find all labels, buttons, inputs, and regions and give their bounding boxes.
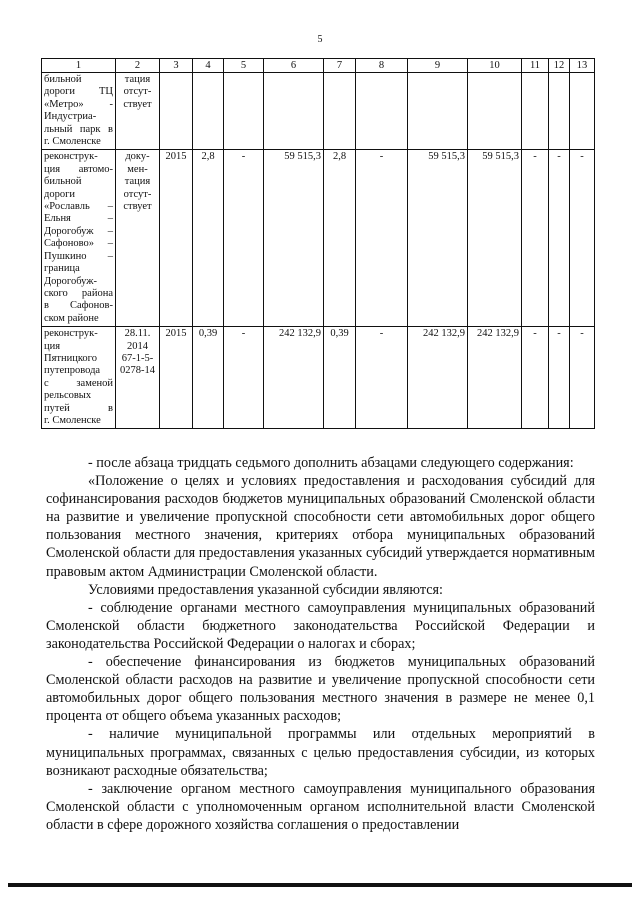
header-cell: 2 [116, 59, 160, 73]
table-cell: - [549, 150, 570, 327]
object-description-cell [42, 327, 116, 429]
desc-line: дороги [44, 188, 76, 200]
doc-line: отсут- [123, 86, 152, 98]
table-cell: - [522, 150, 549, 327]
header-cell: 3 [160, 59, 193, 73]
desc-line: в Сафонов- [44, 300, 113, 312]
body-text [46, 454, 595, 834]
table-cell [570, 73, 595, 150]
doc-line: тация [124, 74, 151, 85]
paragraph: - обеспечение финансирования из бюджетов муниципальных образований Смоленской области расходов на развитие и увеличение пропускной способности сети автомобильных дорог общего пользования местного значения в размере не менее 0,1 процента от общего объема указанных расходов; [46, 654, 595, 725]
length-cell: 2,8 [193, 150, 224, 327]
desc-line: ском районе [44, 312, 99, 324]
table-cell [224, 73, 264, 150]
header-cell: 7 [324, 59, 356, 73]
desc-line: Ельня – [44, 213, 113, 225]
doc-line: доку- [125, 151, 150, 163]
table-cell [324, 73, 356, 150]
desc-line: бильной [44, 74, 82, 85]
desc-line: «Метро» - [44, 98, 113, 110]
doc-line: тация [124, 176, 151, 188]
documentation-cell [116, 327, 160, 429]
header-cell: 10 [468, 59, 522, 73]
table-cell: - [224, 150, 264, 327]
bottom-rule [8, 883, 632, 887]
header-cell: 9 [408, 59, 468, 73]
header-cell: 11 [522, 59, 549, 73]
desc-line: дороги ТЦ [44, 86, 113, 98]
header-cell: 5 [224, 59, 264, 73]
desc-line: Пятницкого [44, 352, 97, 364]
table-cell [160, 73, 193, 150]
table-cell: - [356, 150, 408, 327]
doc-line: ствует [123, 98, 152, 110]
doc-line: 28.11. [124, 328, 151, 340]
page-number: 5 [317, 34, 323, 45]
desc-line: г. Смоленске [44, 136, 101, 148]
doc-line: ствует [123, 201, 152, 213]
object-description-cell [42, 150, 116, 327]
header-cell: 12 [549, 59, 570, 73]
length-cell: 0,39 [324, 327, 356, 429]
header-cell: 1 [42, 59, 116, 73]
paragraph: - соблюдение органами местного самоуправления муниципальных образований Смоленской области бюджетного законодательства Российской Федерации и законодательства Российской Федерации о налогах и сборах; [46, 599, 595, 652]
desc-line: Пушкино – [44, 250, 113, 262]
desc-line: путей в [44, 402, 113, 414]
desc-line: рельсовых [44, 390, 92, 402]
table-cell [264, 73, 324, 150]
year-cell: 2015 [160, 327, 193, 429]
table-cell [193, 73, 224, 150]
desc-line: ция автомо- [44, 163, 113, 175]
table-cell: - [356, 327, 408, 429]
doc-line: отсут- [123, 188, 152, 200]
desc-line: ского района [44, 287, 113, 299]
desc-line: г. Смоленске [44, 414, 101, 426]
documentation-cell [116, 73, 160, 150]
desc-line: реконструк- [44, 151, 98, 163]
doc-line: 2014 [127, 340, 148, 352]
table-cell [549, 73, 570, 150]
length-cell: 2,8 [324, 150, 356, 327]
cost-cell: 59 515,3 [468, 150, 522, 327]
paragraph: «Положение о целях и условиях предоставления и расходования субсидий для софинансирования расходов бюджетов муниципальных образований Смоленской области на развитие и увеличение пропускной способности сети автомобильных дорог общего пользования местного значения, критериях отбора муниципальных образований Смоленской области для предоставления указанных субсидий утверждается нормативным правовым актом Администрации Смоленской области. [46, 473, 595, 580]
length-cell: 0,39 [193, 327, 224, 429]
header-cell: 13 [570, 59, 595, 73]
cost-cell: 242 132,9 [468, 327, 522, 429]
table-row [42, 150, 595, 327]
header-cell: 4 [193, 59, 224, 73]
doc-line: 0278-14 [120, 365, 155, 377]
doc-line: мен- [127, 163, 148, 175]
cost-cell: 59 515,3 [408, 150, 468, 327]
table-cell [468, 73, 522, 150]
table-cell: - [570, 327, 595, 429]
table-cell: - [570, 150, 595, 327]
desc-line: Сафоново» – [44, 238, 113, 250]
table-row [42, 73, 595, 150]
table-cell: - [522, 327, 549, 429]
table-cell: - [549, 327, 570, 429]
cost-cell: 242 132,9 [264, 327, 324, 429]
desc-line: льный парк в [44, 123, 113, 135]
desc-line: Дорогобуж – [44, 225, 113, 237]
documentation-cell [116, 150, 160, 327]
paragraph: - наличие муниципальной программы или отдельных мероприятий в муниципальных программах, связанных с целью предоставления субсидии, из которых возникают расходные обязательства; [46, 726, 595, 779]
table-cell [522, 73, 549, 150]
paragraph: - после абзаца тридцать седьмого дополнить абзацами следующего содержания: [88, 455, 574, 471]
desc-line: путепровода [44, 365, 101, 377]
table-row [42, 327, 595, 429]
desc-line: с заменой [44, 377, 113, 389]
cost-cell: 242 132,9 [408, 327, 468, 429]
table-header-row [42, 59, 595, 73]
table-cell [408, 73, 468, 150]
desc-line: ция [44, 340, 61, 352]
paragraph: - заключение органом местного самоуправления муниципального образования Смоленской области с уполномоченным органом исполнительной власти Смоленской области в сфере дорожного хозяйства соглашения о предоставлении [46, 780, 595, 833]
desc-line: реконструк- [44, 328, 98, 340]
desc-line: граница [44, 263, 80, 275]
desc-line: Индустриа- [44, 111, 97, 123]
table-cell: - [224, 327, 264, 429]
table-cell [356, 73, 408, 150]
desc-line: Дорогобуж- [44, 275, 98, 287]
header-cell: 8 [356, 59, 408, 73]
year-cell: 2015 [160, 150, 193, 327]
paragraph: Условиями предоставления указанной субсидии являются: [88, 581, 443, 598]
budget-table [41, 58, 595, 429]
cost-cell: 59 515,3 [264, 150, 324, 327]
desc-line: «Рославль – [44, 201, 113, 213]
object-description-cell [42, 73, 116, 150]
header-cell: 6 [264, 59, 324, 73]
doc-line: 67-1-5- [121, 352, 154, 364]
desc-line: бильной [44, 176, 82, 188]
